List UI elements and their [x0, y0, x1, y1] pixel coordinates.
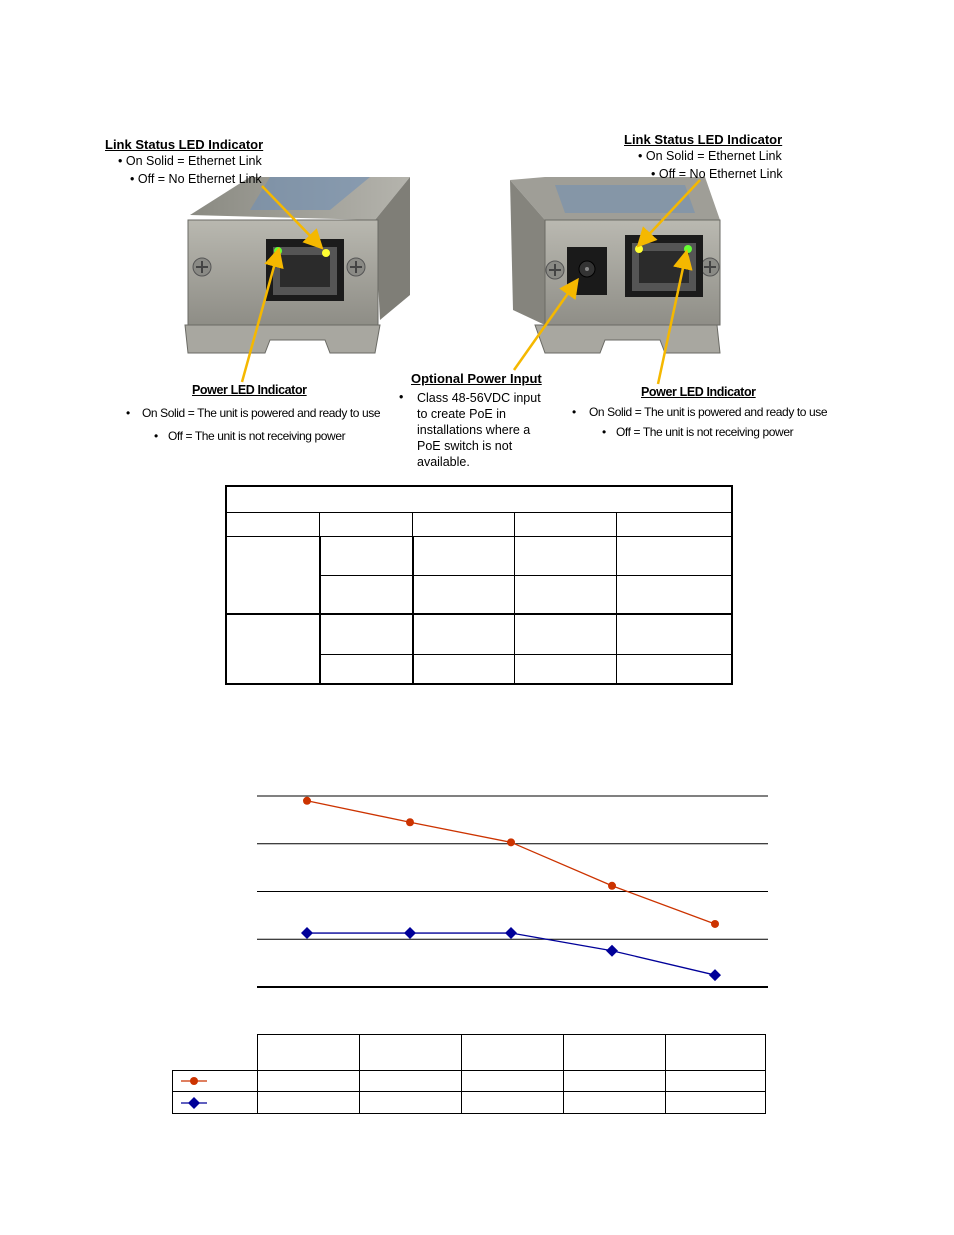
right-power-on-text: On Solid = The unit is powered and ready to use [589, 405, 828, 419]
data-table-legend-orange [173, 1071, 258, 1092]
data-table-cell [461, 1071, 563, 1092]
right-power-led-title: Power LED Indicator [641, 385, 756, 399]
left-link-off-text: • Off = No Ethernet Link [130, 172, 262, 186]
data-table-cell [563, 1092, 665, 1114]
left-power-off-bullet: • [154, 429, 158, 443]
right-link-status-title: Link Status LED Indicator [624, 132, 783, 147]
chart-data-table [172, 1034, 766, 1114]
data-table-cell [257, 1071, 359, 1092]
power-input-title: Optional Power Input [411, 371, 542, 386]
data-table-cell [563, 1071, 665, 1092]
chart-point-circle [711, 920, 719, 928]
data-table-header-cell [257, 1035, 359, 1071]
left-power-led-title: Power LED Indicator [192, 383, 307, 397]
data-table-legend-blue [173, 1092, 258, 1114]
blue-diamond-marker-icon [179, 1096, 209, 1110]
power-input-line: to create PoE in [417, 407, 506, 421]
data-table-cell [461, 1092, 563, 1114]
chart-point-diamond [505, 927, 517, 939]
chart-point-circle [507, 838, 515, 846]
chart-point-diamond [606, 945, 618, 957]
chart-point-circle [608, 882, 616, 890]
chart-point-circle [406, 818, 414, 826]
data-table-cell [665, 1071, 766, 1092]
left-link-on-text: • On Solid = Ethernet Link [118, 154, 262, 168]
right-link-on-text: • On Solid = Ethernet Link [638, 149, 782, 163]
left-power-on-text: On Solid = The unit is powered and ready to use [142, 406, 381, 420]
data-table-corner [173, 1035, 258, 1071]
right-power-on-bullet: • [572, 405, 576, 419]
orange-circle-marker-icon [179, 1074, 209, 1088]
left-link-status-title: Link Status LED Indicator [105, 137, 264, 152]
power-input-line: installations where a [417, 423, 531, 437]
right-power-off-text: Off = The unit is not receiving power [616, 425, 794, 439]
right-link-off-text: • Off = No Ethernet Link [651, 167, 783, 181]
chart-point-diamond [301, 927, 313, 939]
power-input-line: Class 48-56VDC input [417, 391, 541, 405]
chart-point-circle [303, 797, 311, 805]
right-power-off-bullet: • [602, 425, 606, 439]
data-table-cell [665, 1092, 766, 1114]
data-table-header-cell [563, 1035, 665, 1071]
left-power-off-text: Off = The unit is not receiving power [168, 429, 346, 443]
power-input-bullet: • [399, 390, 404, 404]
data-table-header-cell [665, 1035, 766, 1071]
data-table-cell [359, 1071, 461, 1092]
power-input-line: PoE switch is not [417, 439, 513, 453]
power-input-line: available. [417, 455, 470, 469]
left-power-on-bullet: • [126, 406, 130, 420]
data-table-header-cell [359, 1035, 461, 1071]
chart-series-line-1 [307, 801, 715, 924]
data-table-cell [257, 1092, 359, 1114]
chart-point-diamond [404, 927, 416, 939]
chart-point-diamond [709, 969, 721, 981]
data-table-cell [359, 1092, 461, 1114]
data-table-header-cell [461, 1035, 563, 1071]
